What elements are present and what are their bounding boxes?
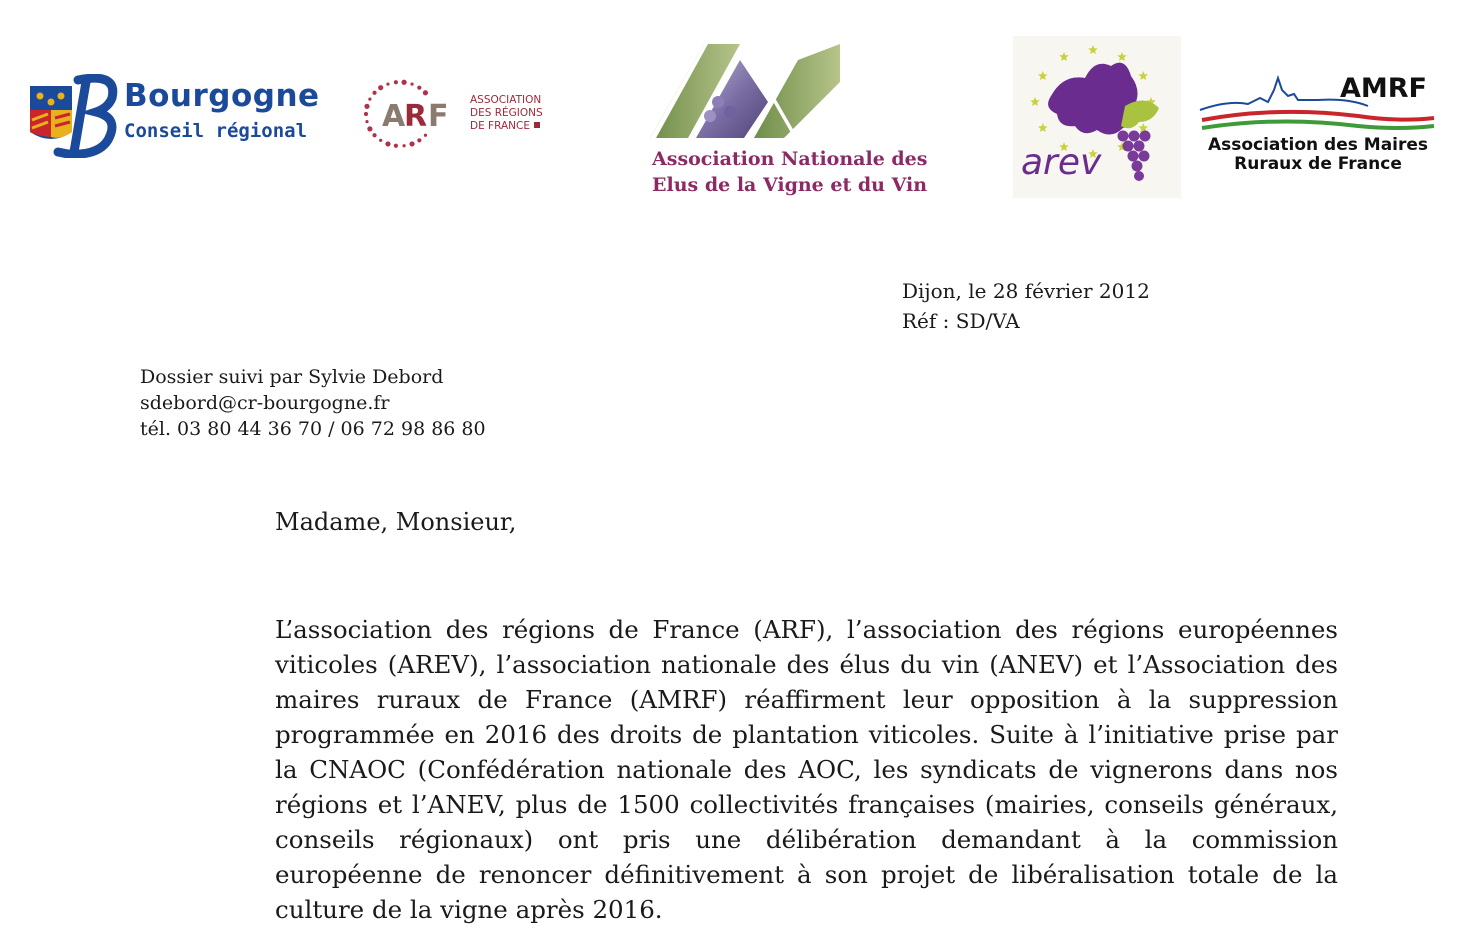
letter-date: Dijon, le 28 février 2012	[902, 279, 1150, 303]
village-skyline-icon	[1198, 70, 1438, 134]
anev-logo	[648, 42, 928, 202]
date-reference-block	[902, 276, 1150, 336]
arev-name: arev	[1021, 142, 1102, 183]
amrf-line-2: Ruraux de France	[1234, 154, 1402, 174]
contact-email: sdebord@cr-bourgogne.fr	[140, 392, 390, 414]
arf-line-1: ASSOCIATION	[470, 94, 542, 106]
bourgogne-subtitle: Conseil régional	[124, 120, 308, 142]
anev-line-2: Elus de la Vigne et du Vin	[652, 174, 928, 196]
contact-phone: tél. 03 80 44 36 70 / 06 72 98 86 80	[140, 418, 486, 440]
svg-text:F: F	[428, 99, 449, 134]
letter-reference: Réf : SD/VA	[902, 309, 1020, 333]
bourgogne-logo	[28, 70, 328, 160]
bourgogne-coat-of-arms-icon	[28, 74, 120, 158]
arf-line-2: DES RÉGIONS	[470, 107, 543, 119]
anev-line-1: Association Nationale des	[652, 148, 928, 170]
europe-map-grapes-icon	[1013, 36, 1181, 198]
arf-logo	[362, 78, 552, 150]
svg-text:R: R	[404, 99, 428, 134]
arf-square-icon	[534, 122, 540, 128]
contact-block	[140, 364, 486, 442]
amrf-logo	[1198, 70, 1438, 180]
arf-line-3: DE FRANCE	[470, 120, 543, 133]
arf-dotted-ring-icon	[362, 78, 462, 150]
anev-caption	[652, 146, 927, 198]
anev-vineyard-photo-icon	[648, 42, 842, 140]
svg-text:A: A	[382, 99, 406, 134]
bourgogne-title: Bourgogne	[124, 78, 320, 114]
amrf-line-1: Association des Maires	[1207, 135, 1429, 155]
arf-caption	[470, 94, 543, 133]
amrf-caption	[1198, 136, 1438, 174]
contact-followed-by: Dossier suivi par Sylvie Debord	[140, 366, 444, 388]
arev-logo	[1013, 36, 1181, 198]
amrf-mark-text: AMRF	[1340, 73, 1427, 104]
body-paragraph: L’association des régions de France (ARF), l’association des régions européennes viticoles (AREV), l’association nationale des élus du vin (ANEV) et l’Association des maires ruraux de France (AMRF) réaffirment leur opposition à la suppression programmée en 2016 des droits de plantation viticoles. Suite à l’initiative prise par la CNAOC (Confédération nationale des AOC, les syndicats de vignerons dans nos régions et l’ANEV, plus de 1500 collectivités françaises (mairies, conseils généraux, conseils régionaux) ont pris une délibération demandant à la commission européenne de renoncer définitivement à son projet de libéralisation totale de la culture de la vigne après 2016.	[275, 615, 1338, 924]
salutation: Madame, Monsieur,	[275, 508, 517, 536]
